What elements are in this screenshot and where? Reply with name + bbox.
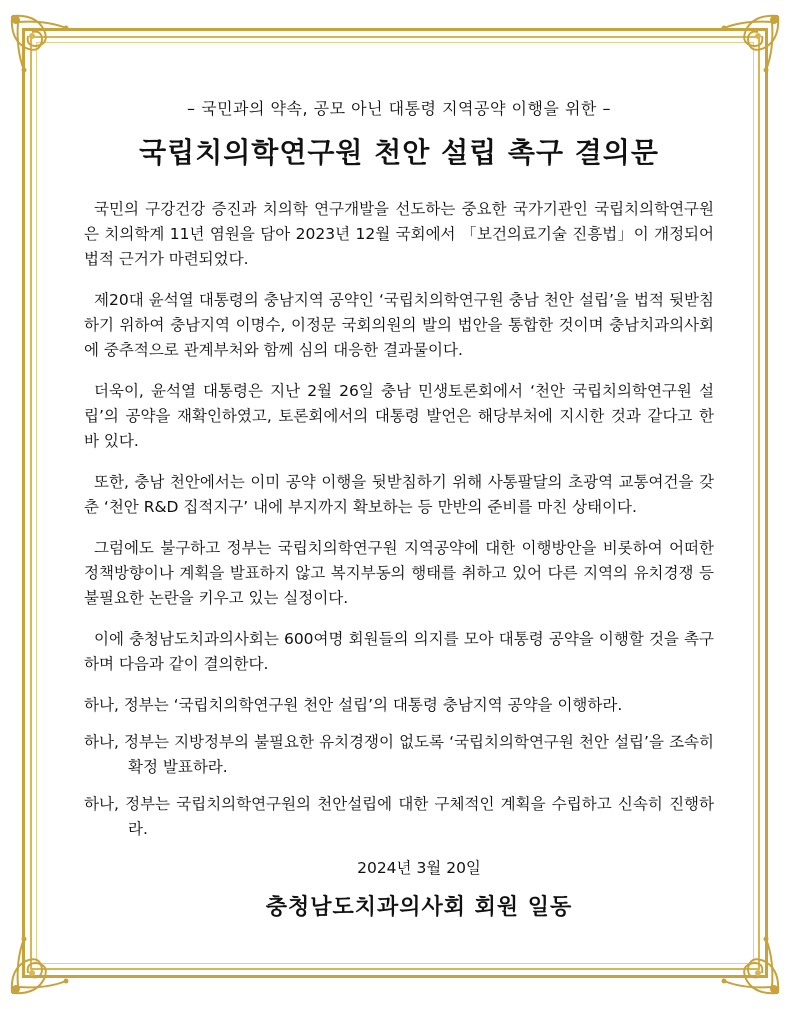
body-paragraph: 국민의 구강건강 증진과 치의학 연구개발을 선도하는 중요한 국가기관인 국립치의학연구원은 치의학계 11년 염원을 담아 2023년 12월 국회에서 「보건의료기술 진흥법」이 개정되어 법적 근거가 마련되었다.	[84, 200, 714, 268]
ornament-corner-icon	[710, 10, 784, 84]
document-subtitle: – 국민과의 약속, 공모 아닌 대통령 지역공약 이행을 위한 –	[187, 99, 611, 118]
document-signer: 충청남도치과의사회 회원 일동	[265, 894, 573, 920]
body-paragraph: 또한, 충남 천안에서는 이미 공약 이행을 뒷받침하기 위해 사통팔달의 초광역 교통여건을 갖춘 ‘천안 R&D 집적지구’ 내에 부지까지 확보하는 등 만반의 준비를 마친 상태이다.	[84, 473, 714, 516]
document-date: 2024년 3월 20일	[357, 859, 481, 877]
ornament-corner-icon	[6, 925, 80, 999]
resolution-item: 하나, 정부는 지방정부의 불필요한 유치경쟁이 없도록 ‘국립치의학연구원 천안 설립’을 조속히 확정 발표하라.	[84, 733, 714, 776]
body-paragraph: 더욱이, 윤석열 대통령은 지난 2월 26일 충남 민생토론회에서 ‘천안 국립치의학연구원 설립’의 공약을 재확인하였고, 토론회에서의 대통령 발언은 해당부처에 지시한 것과 같다고 한 바 있다.	[84, 382, 714, 450]
resolution-item: 하나, 정부는 국립치의학연구원의 천안설립에 대한 구체적인 계획을 수립하고 신속히 진행하라.	[84, 795, 714, 838]
body-paragraph: 그럼에도 불구하고 정부는 국립치의학연구원 지역공약에 대한 이행방안을 비롯하여 어떠한 정책방향이나 계획을 발표하지 않고 복지부동의 행태를 취하고 있어 다른 지역의 유치경쟁 등 불필요한 논란을 키우고 있는 실정이다.	[84, 539, 714, 607]
body-paragraph: 이에 충청남도치과의사회는 600여명 회원들의 의지를 모아 대통령 공약을 이행할 것을 촉구하며 다음과 같이 결의한다.	[84, 630, 714, 673]
document-title: 국립치의학연구원 천안 설립 촉구 결의문	[139, 136, 659, 169]
resolution-item: 하나, 정부는 ‘국립치의학연구원 천안 설립’의 대통령 충남지역 공약을 이행하라.	[84, 696, 623, 714]
body-paragraph: 제20대 윤석열 대통령의 충남지역 공약인 ‘국립치의학연구원 충남 천안 설립’을 법적 뒷받침하기 위하여 충남지역 이명수, 이정문 국회의원의 발의 법안을 통합한 것이며 충남치과의사회에 중추적으로 관계부처와 함께 심의 대응한 결과물이다.	[84, 291, 714, 359]
ornament-corner-icon	[6, 10, 80, 84]
resolution-document	[84, 96, 714, 921]
ornament-corner-icon	[710, 925, 784, 999]
